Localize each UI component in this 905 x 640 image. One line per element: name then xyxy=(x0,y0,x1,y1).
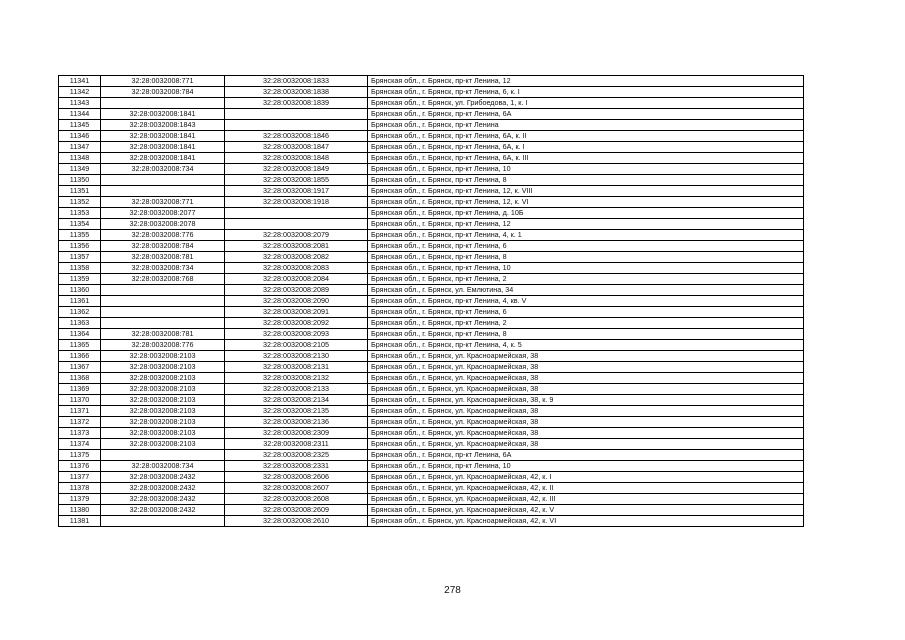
table-row xyxy=(59,450,804,461)
cadastral-number-1-cell: 32:28:0032008:1841 xyxy=(101,142,225,153)
row-number-cell: 11364 xyxy=(59,329,101,340)
cadastral-number-2-cell xyxy=(225,208,368,219)
table-row xyxy=(59,516,804,527)
row-number-cell: 11370 xyxy=(59,395,101,406)
row-number-cell: 11354 xyxy=(59,219,101,230)
address-cell: Брянская обл., г. Брянск, пр-кт Ленина, д. 10Б xyxy=(368,208,804,219)
cadastral-number-2-cell: 32:28:0032008:1848 xyxy=(225,153,368,164)
table-row xyxy=(59,142,804,153)
cadastral-number-1-cell xyxy=(101,307,225,318)
address-cell: Брянская обл., г. Брянск, пр-кт Ленина, 10 xyxy=(368,461,804,472)
table-row xyxy=(59,428,804,439)
address-cell: Брянская обл., г. Брянск, ул. Красноармейская, 38 xyxy=(368,428,804,439)
address-cell: Брянская обл., г. Брянск, ул. Красноармейская, 38 xyxy=(368,351,804,362)
cadastral-number-1-cell: 32:28:0032008:2103 xyxy=(101,373,225,384)
row-number-cell: 11372 xyxy=(59,417,101,428)
row-number-cell: 11346 xyxy=(59,131,101,142)
cadastral-number-2-cell: 32:28:0032008:2093 xyxy=(225,329,368,340)
row-number-cell: 11376 xyxy=(59,461,101,472)
address-cell: Брянская обл., г. Брянск, ул. Красноармейская, 38 xyxy=(368,439,804,450)
address-cell: Брянская обл., г. Брянск, ул. Емлютина, 34 xyxy=(368,285,804,296)
cadastral-number-1-cell: 32:28:0032008:2432 xyxy=(101,472,225,483)
cadastral-number-2-cell: 32:28:0032008:2082 xyxy=(225,252,368,263)
table-row xyxy=(59,307,804,318)
cadastral-number-2-cell: 32:28:0032008:2079 xyxy=(225,230,368,241)
table-row xyxy=(59,120,804,131)
page-number: 278 xyxy=(444,585,461,596)
address-cell: Брянская обл., г. Брянск, ул. Красноармейская, 42, к. III xyxy=(368,494,804,505)
address-cell: Брянская обл., г. Брянск, пр-кт Ленина, 6 xyxy=(368,307,804,318)
address-cell: Брянская обл., г. Брянск, ул. Красноармейская, 38 xyxy=(368,417,804,428)
row-number-cell: 11343 xyxy=(59,98,101,109)
address-cell: Брянская обл., г. Брянск, пр-кт Ленина, 12, к. VIII xyxy=(368,186,804,197)
table-row xyxy=(59,219,804,230)
cadastral-number-1-cell: 32:28:0032008:2103 xyxy=(101,362,225,373)
row-number-cell: 11357 xyxy=(59,252,101,263)
cadastral-number-1-cell: 32:28:0032008:2103 xyxy=(101,428,225,439)
cadastral-number-2-cell xyxy=(225,109,368,120)
cadastral-number-1-cell: 32:28:0032008:1841 xyxy=(101,109,225,120)
cadastral-number-2-cell: 32:28:0032008:1855 xyxy=(225,175,368,186)
row-number-cell: 11371 xyxy=(59,406,101,417)
row-number-cell: 11374 xyxy=(59,439,101,450)
cadastral-number-2-cell: 32:28:0032008:2133 xyxy=(225,384,368,395)
address-cell: Брянская обл., г. Брянск, пр-кт Ленина, 6 xyxy=(368,241,804,252)
table-row xyxy=(59,252,804,263)
address-cell: Брянская обл., г. Брянск, пр-кт Ленина, 6, к. I xyxy=(368,87,804,98)
address-cell: Брянская обл., г. Брянск, пр-кт Ленина, 4, к. 5 xyxy=(368,340,804,351)
table-row xyxy=(59,472,804,483)
table-row xyxy=(59,373,804,384)
cadastral-number-1-cell: 32:28:0032008:2432 xyxy=(101,483,225,494)
cadastral-number-1-cell xyxy=(101,175,225,186)
cadastral-number-2-cell: 32:28:0032008:2606 xyxy=(225,472,368,483)
cadastral-number-2-cell: 32:28:0032008:2134 xyxy=(225,395,368,406)
cadastral-number-1-cell: 32:28:0032008:2432 xyxy=(101,505,225,516)
address-cell: Брянская обл., г. Брянск, пр-кт Ленина, 10 xyxy=(368,164,804,175)
table-row xyxy=(59,131,804,142)
table-row xyxy=(59,230,804,241)
cadastral-number-2-cell: 32:28:0032008:1918 xyxy=(225,197,368,208)
row-number-cell: 11358 xyxy=(59,263,101,274)
row-number-cell: 11353 xyxy=(59,208,101,219)
row-number-cell: 11378 xyxy=(59,483,101,494)
cadastral-number-2-cell: 32:28:0032008:1847 xyxy=(225,142,368,153)
table-row xyxy=(59,285,804,296)
cadastral-number-1-cell xyxy=(101,186,225,197)
table-row xyxy=(59,406,804,417)
cadastral-number-1-cell: 32:28:0032008:781 xyxy=(101,252,225,263)
cadastral-number-2-cell: 32:28:0032008:2311 xyxy=(225,439,368,450)
table-row xyxy=(59,109,804,120)
cadastral-number-2-cell: 32:28:0032008:2608 xyxy=(225,494,368,505)
row-number-cell: 11367 xyxy=(59,362,101,373)
cadastral-number-2-cell: 32:28:0032008:1846 xyxy=(225,131,368,142)
row-number-cell: 11355 xyxy=(59,230,101,241)
cadastral-number-2-cell: 32:28:0032008:2136 xyxy=(225,417,368,428)
cadastral-number-2-cell: 32:28:0032008:2130 xyxy=(225,351,368,362)
row-number-cell: 11369 xyxy=(59,384,101,395)
cadastral-number-2-cell: 32:28:0032008:2105 xyxy=(225,340,368,351)
address-cell: Брянская обл., г. Брянск, ул. Красноармейская, 38, к. 9 xyxy=(368,395,804,406)
table-row xyxy=(59,318,804,329)
row-number-cell: 11366 xyxy=(59,351,101,362)
cadastral-number-2-cell: 32:28:0032008:2331 xyxy=(225,461,368,472)
table-row xyxy=(59,351,804,362)
row-number-cell: 11360 xyxy=(59,285,101,296)
table-row xyxy=(59,186,804,197)
table-row xyxy=(59,76,804,87)
cadastral-number-1-cell: 32:28:0032008:781 xyxy=(101,329,225,340)
address-cell: Брянская обл., г. Брянск, пр-кт Ленина, 8 xyxy=(368,329,804,340)
address-cell: Брянская обл., г. Брянск, пр-кт Ленина, 12, к. VI xyxy=(368,197,804,208)
cadastral-number-2-cell xyxy=(225,219,368,230)
cadastral-number-1-cell xyxy=(101,516,225,527)
cadastral-table xyxy=(58,75,804,527)
table-row xyxy=(59,505,804,516)
cadastral-number-1-cell: 32:28:0032008:784 xyxy=(101,87,225,98)
cadastral-number-1-cell: 32:28:0032008:2432 xyxy=(101,494,225,505)
row-number-cell: 11350 xyxy=(59,175,101,186)
address-cell: Брянская обл., г. Брянск, пр-кт Ленина, 12 xyxy=(368,76,804,87)
address-cell: Брянская обл., г. Брянск, пр-кт Ленина, 8 xyxy=(368,175,804,186)
row-number-cell: 11345 xyxy=(59,120,101,131)
address-cell: Брянская обл., г. Брянск, ул. Красноармейская, 38 xyxy=(368,373,804,384)
cadastral-number-2-cell: 32:28:0032008:2135 xyxy=(225,406,368,417)
cadastral-number-2-cell xyxy=(225,120,368,131)
row-number-cell: 11380 xyxy=(59,505,101,516)
cadastral-number-2-cell: 32:28:0032008:2132 xyxy=(225,373,368,384)
cadastral-number-1-cell: 32:28:0032008:1841 xyxy=(101,131,225,142)
address-cell: Брянская обл., г. Брянск, пр-кт Ленина xyxy=(368,120,804,131)
cadastral-number-1-cell: 32:28:0032008:771 xyxy=(101,76,225,87)
cadastral-number-1-cell: 32:28:0032008:784 xyxy=(101,241,225,252)
address-cell: Брянская обл., г. Брянск, ул. Красноармейская, 38 xyxy=(368,406,804,417)
row-number-cell: 11359 xyxy=(59,274,101,285)
table-row xyxy=(59,461,804,472)
address-cell: Брянская обл., г. Брянск, ул. Грибоедова, 1, к. I xyxy=(368,98,804,109)
cadastral-number-2-cell: 32:28:0032008:2090 xyxy=(225,296,368,307)
table-row xyxy=(59,494,804,505)
address-cell: Брянская обл., г. Брянск, ул. Красноармейская, 38 xyxy=(368,384,804,395)
row-number-cell: 11344 xyxy=(59,109,101,120)
row-number-cell: 11361 xyxy=(59,296,101,307)
table-row xyxy=(59,329,804,340)
cadastral-number-2-cell: 32:28:0032008:2309 xyxy=(225,428,368,439)
cadastral-number-2-cell: 32:28:0032008:2089 xyxy=(225,285,368,296)
cadastral-number-2-cell: 32:28:0032008:1917 xyxy=(225,186,368,197)
address-cell: Брянская обл., г. Брянск, пр-кт Ленина, 2 xyxy=(368,274,804,285)
table-row xyxy=(59,384,804,395)
cadastral-number-1-cell: 32:28:0032008:2103 xyxy=(101,417,225,428)
cadastral-number-1-cell: 32:28:0032008:734 xyxy=(101,461,225,472)
address-cell: Брянская обл., г. Брянск, пр-кт Ленина, 10 xyxy=(368,263,804,274)
table-row xyxy=(59,362,804,373)
cadastral-number-2-cell: 32:28:0032008:2609 xyxy=(225,505,368,516)
table-row xyxy=(59,98,804,109)
cadastral-number-1-cell: 32:28:0032008:2103 xyxy=(101,351,225,362)
cadastral-number-1-cell: 32:28:0032008:2103 xyxy=(101,384,225,395)
table-row xyxy=(59,197,804,208)
cadastral-number-2-cell: 32:28:0032008:2610 xyxy=(225,516,368,527)
cadastral-number-1-cell: 32:28:0032008:2103 xyxy=(101,395,225,406)
address-cell: Брянская обл., г. Брянск, пр-кт Ленина, 2 xyxy=(368,318,804,329)
row-number-cell: 11356 xyxy=(59,241,101,252)
table-row xyxy=(59,263,804,274)
row-number-cell: 11348 xyxy=(59,153,101,164)
cadastral-number-1-cell: 32:28:0032008:1843 xyxy=(101,120,225,131)
table-row xyxy=(59,296,804,307)
row-number-cell: 11341 xyxy=(59,76,101,87)
cadastral-number-2-cell: 32:28:0032008:2084 xyxy=(225,274,368,285)
table-row xyxy=(59,439,804,450)
cadastral-number-2-cell: 32:28:0032008:2325 xyxy=(225,450,368,461)
row-number-cell: 11365 xyxy=(59,340,101,351)
cadastral-number-2-cell: 32:28:0032008:2081 xyxy=(225,241,368,252)
cadastral-number-2-cell: 32:28:0032008:2131 xyxy=(225,362,368,373)
cadastral-number-1-cell xyxy=(101,285,225,296)
row-number-cell: 11381 xyxy=(59,516,101,527)
table-row xyxy=(59,483,804,494)
row-number-cell: 11379 xyxy=(59,494,101,505)
address-cell: Брянская обл., г. Брянск, пр-кт Ленина, 4, к. 1 xyxy=(368,230,804,241)
row-number-cell: 11362 xyxy=(59,307,101,318)
cadastral-number-2-cell: 32:28:0032008:2607 xyxy=(225,483,368,494)
cadastral-number-1-cell: 32:28:0032008:1841 xyxy=(101,153,225,164)
address-cell: Брянская обл., г. Брянск, ул. Красноармейская, 42, к. I xyxy=(368,472,804,483)
cadastral-number-2-cell: 32:28:0032008:1838 xyxy=(225,87,368,98)
cadastral-number-2-cell: 32:28:0032008:1833 xyxy=(225,76,368,87)
table-row xyxy=(59,395,804,406)
table-row xyxy=(59,87,804,98)
cadastral-number-1-cell: 32:28:0032008:2103 xyxy=(101,406,225,417)
address-cell: Брянская обл., г. Брянск, ул. Красноармейская, 42, к. II xyxy=(368,483,804,494)
table-row xyxy=(59,340,804,351)
cadastral-number-2-cell: 32:28:0032008:2092 xyxy=(225,318,368,329)
cadastral-number-2-cell: 32:28:0032008:1849 xyxy=(225,164,368,175)
address-cell: Брянская обл., г. Брянск, ул. Красноармейская, 42, к. VI xyxy=(368,516,804,527)
address-cell: Брянская обл., г. Брянск, пр-кт Ленина, 4, кв. V xyxy=(368,296,804,307)
cadastral-number-1-cell: 32:28:0032008:776 xyxy=(101,340,225,351)
row-number-cell: 11363 xyxy=(59,318,101,329)
table-row xyxy=(59,241,804,252)
cadastral-number-1-cell: 32:28:0032008:734 xyxy=(101,263,225,274)
table-row xyxy=(59,175,804,186)
address-cell: Брянская обл., г. Брянск, пр-кт Ленина, 6А, к. I xyxy=(368,142,804,153)
cadastral-number-2-cell: 32:28:0032008:2083 xyxy=(225,263,368,274)
cadastral-number-1-cell xyxy=(101,318,225,329)
address-cell: Брянская обл., г. Брянск, пр-кт Ленина, 6А xyxy=(368,450,804,461)
table-row xyxy=(59,164,804,175)
cadastral-number-1-cell: 32:28:0032008:776 xyxy=(101,230,225,241)
table-row xyxy=(59,417,804,428)
address-cell: Брянская обл., г. Брянск, пр-кт Ленина, 6А, к. II xyxy=(368,131,804,142)
table-row xyxy=(59,153,804,164)
row-number-cell: 11349 xyxy=(59,164,101,175)
table-row xyxy=(59,208,804,219)
row-number-cell: 11373 xyxy=(59,428,101,439)
row-number-cell: 11368 xyxy=(59,373,101,384)
cadastral-number-2-cell: 32:28:0032008:2091 xyxy=(225,307,368,318)
cadastral-number-1-cell: 32:28:0032008:771 xyxy=(101,197,225,208)
table-row xyxy=(59,274,804,285)
address-cell: Брянская обл., г. Брянск, пр-кт Ленина, 6А, к. III xyxy=(368,153,804,164)
address-cell: Брянская обл., г. Брянск, пр-кт Ленина, 8 xyxy=(368,252,804,263)
address-cell: Брянская обл., г. Брянск, ул. Красноармейская, 42, к. V xyxy=(368,505,804,516)
row-number-cell: 11347 xyxy=(59,142,101,153)
table-body xyxy=(59,76,804,527)
row-number-cell: 11352 xyxy=(59,197,101,208)
cadastral-number-1-cell: 32:28:0032008:2077 xyxy=(101,208,225,219)
cadastral-number-1-cell: 32:28:0032008:768 xyxy=(101,274,225,285)
address-cell: Брянская обл., г. Брянск, ул. Красноармейская, 38 xyxy=(368,362,804,373)
cadastral-number-1-cell xyxy=(101,450,225,461)
cadastral-number-1-cell xyxy=(101,98,225,109)
row-number-cell: 11351 xyxy=(59,186,101,197)
cadastral-number-1-cell: 32:28:0032008:2103 xyxy=(101,439,225,450)
row-number-cell: 11375 xyxy=(59,450,101,461)
row-number-cell: 11342 xyxy=(59,87,101,98)
cadastral-number-1-cell xyxy=(101,296,225,307)
cadastral-number-1-cell: 32:28:0032008:2078 xyxy=(101,219,225,230)
address-cell: Брянская обл., г. Брянск, пр-кт Ленина, 12 xyxy=(368,219,804,230)
row-number-cell: 11377 xyxy=(59,472,101,483)
cadastral-number-2-cell: 32:28:0032008:1839 xyxy=(225,98,368,109)
cadastral-number-1-cell: 32:28:0032008:734 xyxy=(101,164,225,175)
address-cell: Брянская обл., г. Брянск, пр-кт Ленина, 6А xyxy=(368,109,804,120)
